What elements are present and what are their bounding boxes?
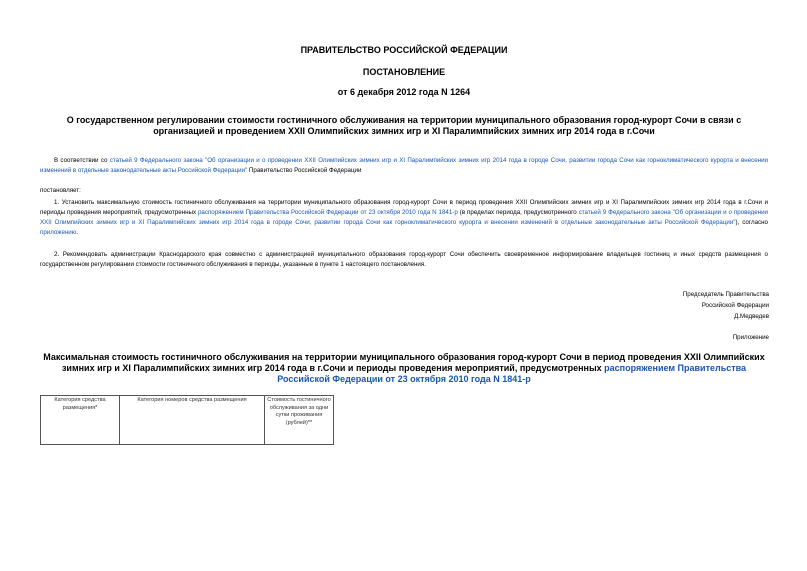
item-1-text-3: ), согласно bbox=[735, 219, 768, 226]
table-header-price-per-day: Стоимость гостиничного обслуживания за одни сутки проживания (рублей)** bbox=[265, 396, 334, 445]
government-heading: ПРАВИТЕЛЬСТВО РОССИЙСКОЙ ФЕДЕРАЦИИ bbox=[300, 45, 508, 55]
item-2-paragraph: 2. Рекомендовать администрации Краснодарского края совместно с администрацией муниципального образования город-курорт Сочи обеспечить своевременное информирование владельцев гостиниц и иных средств размещения о государственном регулировании стоимости гостиничного обслуживания в периоды, указанные в пункте 1 настоящего постановления. bbox=[40, 251, 768, 268]
preamble-text-2: Правительство Российской Федерации bbox=[247, 167, 362, 174]
item-1-text-4: . bbox=[76, 229, 79, 236]
doc-type-heading: ПОСТАНОВЛЕНИЕ bbox=[362, 67, 446, 77]
preamble-text-1: В соответствии со bbox=[54, 157, 110, 164]
signature-name: Д.Медведев bbox=[734, 313, 769, 320]
item-1-paragraph bbox=[40, 198, 768, 238]
signature-title-1: Председатель Правительства bbox=[682, 291, 769, 298]
item-1-text-1: 1. Установить максимальную стоимость гостиничного обслуживания на территории муниципального образования город-курорт Сочи в период проведения XXII Олимпийских зимних игр и XI Паралимпийских зимних игр 2014 года в г.Сочи и периоды проведения мероприятий, предусмотренных bbox=[40, 199, 768, 216]
appendix-label: Приложение bbox=[732, 334, 769, 341]
signature-title-2: Российской Федерации bbox=[701, 302, 769, 309]
preamble-paragraph bbox=[40, 156, 768, 176]
appendix-link[interactable]: приложению bbox=[40, 229, 77, 236]
item-1-text-2: (в пределах периода, предусмотренного bbox=[457, 209, 579, 216]
table-header-row bbox=[41, 396, 334, 445]
federal-law-article-9-link[interactable]: статьей 9 Федерального закона "Об организации и о проведении XXII Олимпийских зимних игр и XI Паралимпийских зимних игр 2014 года в городе Сочи, развитии города Сочи как горноклиматического курорта и внесении изменений в отдельные законодательные акты Российской Федерации" bbox=[40, 157, 769, 174]
federal-law-article-9-link-2[interactable]: статьей 9 Федерального закона "Об организации и о проведении XXII Олимпийских зимних игр и XI Паралимпийских зимних игр 2014 года в городе Сочи, развитии города Сочи как горноклиматического курорта и внесении изменений в отдельные законодательные акты Российской Федерации" bbox=[40, 209, 769, 226]
appendix-table bbox=[40, 395, 334, 445]
table-header-room-category: Категория номеров средства размещения bbox=[120, 396, 265, 445]
appendix-title bbox=[40, 352, 768, 385]
table-header-accommodation-category: Категория средства размещения* bbox=[41, 396, 120, 445]
order-1841-link[interactable]: распоряжением Правительства Российской Федерации от 23 октября 2010 года N 1841-р bbox=[197, 209, 458, 216]
decides-label: постановляет: bbox=[40, 187, 81, 194]
appendix-order-1841-link[interactable]: распоряжением Правительства Российской Федерации от 23 октября 2010 года N 1841-р bbox=[277, 363, 747, 384]
appendix-title-text: Максимальная стоимость гостиничного обслуживания на территории муниципального образования город-курорт Сочи в период проведения XXII Олимпийских зимних игр и XI Паралимпийских зимних игр 2014 года в г.Сочи и периоды проведения мероприятий, предусмотренных bbox=[43, 352, 765, 373]
doc-title: О государственном регулировании стоимости гостиничного обслуживания на территории муниципального образования город-курорт Сочи в связи с организацией и проведением XXII Олимпийских зимних игр и XI Паралимпийских зимних игр 2014 года в г.Сочи bbox=[66, 115, 742, 136]
doc-date-number: от 6 декабря 2012 года N 1264 bbox=[337, 87, 471, 97]
